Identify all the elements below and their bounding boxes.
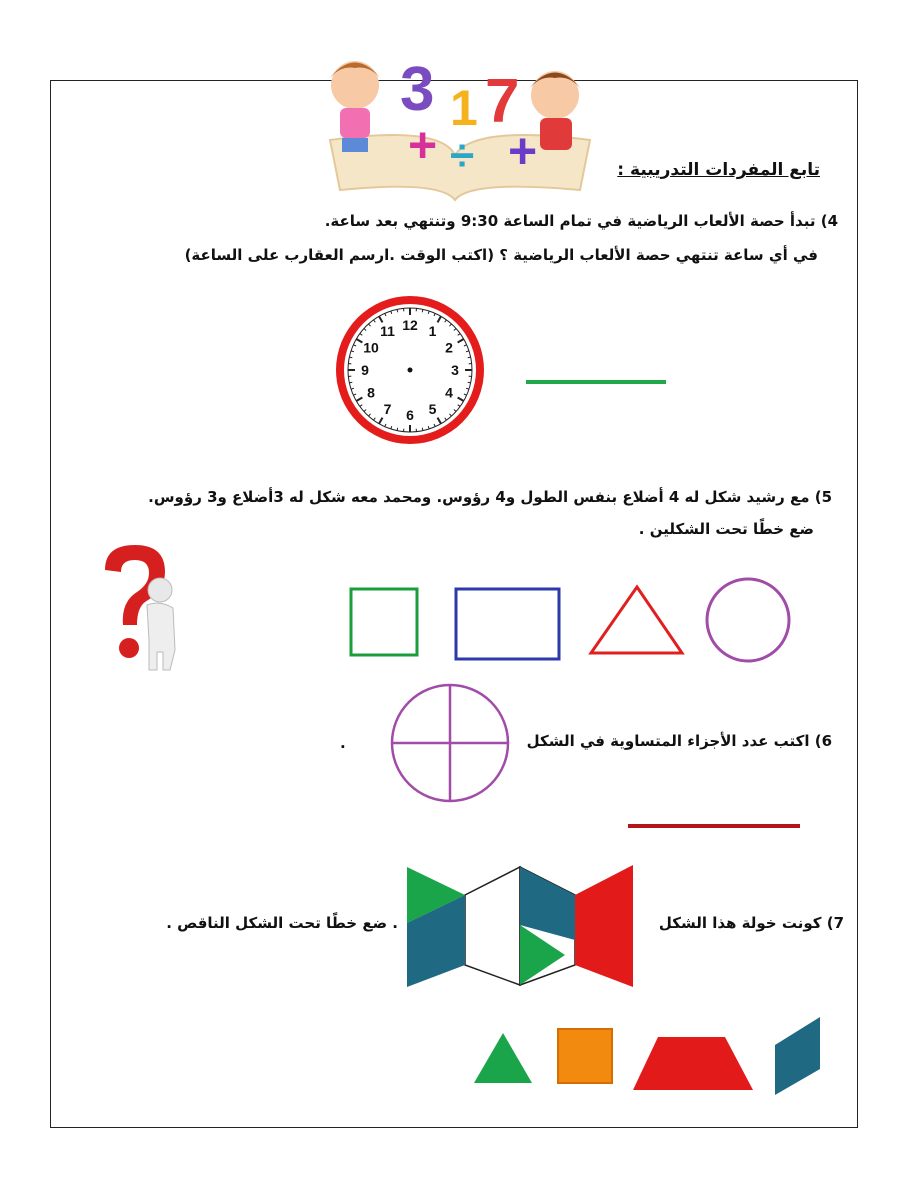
q4-line1: 4) تبدأ حصة الألعاب الرياضية في تمام الساعة 9:30 وتنتهي بعد ساعة. [324, 212, 838, 230]
q7-choices [470, 1015, 830, 1095]
purple-circle [707, 579, 789, 661]
blue-rectangle [456, 589, 559, 659]
green-square [351, 589, 417, 655]
bowtie-figure [405, 865, 635, 990]
clock-tick [422, 309, 423, 312]
q7-text-a: 7) كونت خولة هذا الشكل [658, 914, 844, 932]
thinking-figure [85, 540, 195, 680]
clock-tick [397, 428, 398, 431]
red-trapezoid [633, 1037, 753, 1090]
banner-divide: ÷ [450, 131, 475, 180]
clock-number: 6 [406, 407, 414, 423]
clock-center [408, 368, 413, 373]
teal-rhombus [775, 1017, 820, 1095]
clock-number: 9 [361, 362, 369, 378]
banner-number-3: 3 [400, 55, 435, 124]
clock-number: 5 [428, 400, 437, 417]
clock-number: 1 [428, 323, 437, 340]
clock-tick [349, 357, 352, 358]
clock-tick [468, 382, 471, 383]
q4-line2: في أي ساعة تنتهي حصة الألعاب الرياضية ؟ (اكتب الوقت .ارسم العقارب على الساعة) [184, 246, 818, 264]
clock-number: 4 [445, 384, 453, 401]
clock-number: 10 [363, 339, 379, 356]
green-triangle [474, 1033, 532, 1083]
clock-tick [397, 309, 398, 312]
q5-line1: 5) مع رشيد شكل له 4 أضلاع بنفس الطول و4 رؤوس. ومحمد معه شكل له 3أضلاع و3 رؤوس. [148, 488, 832, 506]
page-title: تابع المفردات التدريبية : [617, 160, 820, 180]
clock-number: 11 [380, 323, 395, 340]
banner-number-7: 7 [485, 67, 520, 136]
clock-number: 2 [445, 339, 453, 356]
clock-face [330, 290, 490, 450]
clock-number: 12 [402, 317, 418, 333]
q4-answer-line[interactable] [526, 380, 666, 384]
banner-plus-2: + [508, 123, 538, 179]
orange-square [558, 1029, 612, 1083]
clock-number: 3 [451, 362, 459, 378]
banner-plus: + [408, 117, 438, 173]
quartered-circle [390, 683, 514, 807]
q5-shapes [340, 580, 800, 680]
clock-tick [468, 357, 471, 358]
banner-number-1: 1 [450, 80, 478, 136]
girl-right-head [531, 71, 579, 119]
clock-number: 8 [367, 384, 375, 401]
girl-left-head [331, 61, 379, 109]
q6-answer-line[interactable] [628, 824, 800, 828]
q6-dot: . [340, 734, 346, 752]
clock-tick [422, 428, 423, 431]
bowtie-red-right [575, 865, 633, 987]
kids-math-banner [290, 30, 620, 180]
q5-line2: ضع خطًا تحت الشكلين . [638, 520, 814, 538]
q7-text-b: . ضع خطًا تحت الشكل الناقص . [166, 914, 398, 932]
red-triangle [591, 587, 682, 653]
clock-tick [349, 382, 352, 383]
clock-number: 7 [383, 400, 392, 417]
q6-text: 6) اكتب عدد الأجزاء المتساوية في الشكل [526, 732, 832, 750]
